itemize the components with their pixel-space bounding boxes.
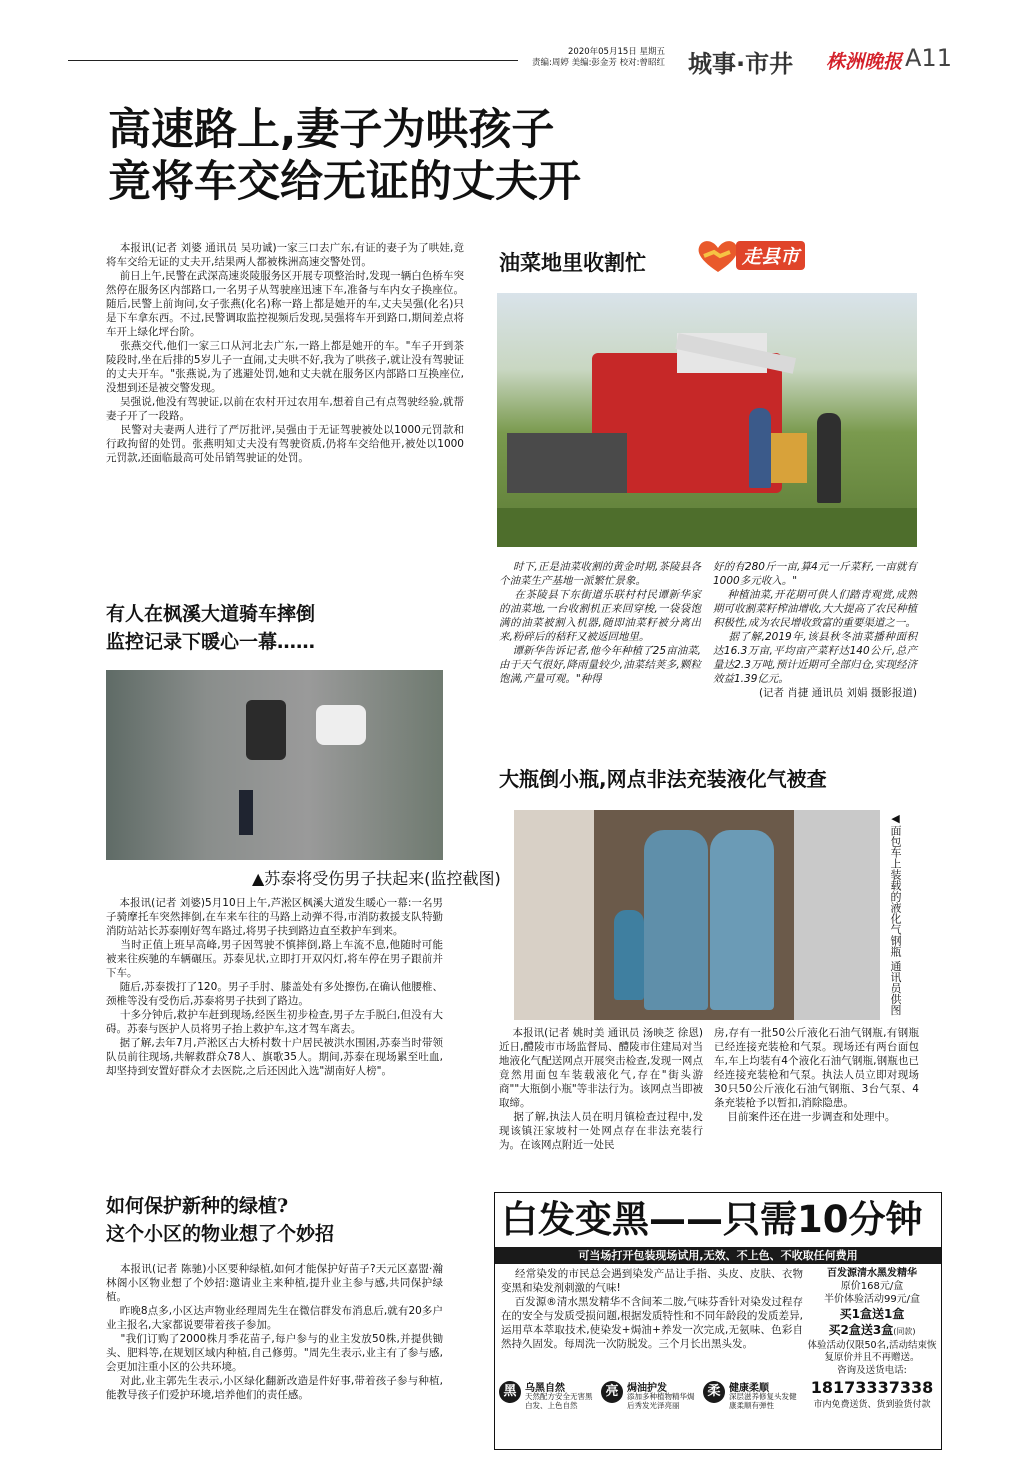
article5-headline <box>106 1192 334 1248</box>
dark-car <box>246 700 286 760</box>
article1-paragraph: 民警对夫妻两人进行了严厉批评,吴强由于无证驾驶被处以1000元罚款和行政拘留的处罚。张燕明知丈夫没有驾驶资质,仍将车交给他开,被处以1000元罚款,还面临最高可处吊销驾驶证的处罚。 <box>106 424 464 464</box>
rescuer-figure <box>239 790 253 835</box>
article3-paragraph: 当时正值上班早高峰,男子因驾驶不慎摔倒,路上车流不息,他随时可能被来往疾驰的车辆碾压。苏泰见状,立即打开双闪灯,将车停在男子跟前并下车。 <box>106 939 443 979</box>
harvest-photo <box>497 293 917 547</box>
van-side <box>794 810 880 1020</box>
article4-col1 <box>499 1026 703 1152</box>
ad-deal2: 买2盒送3盒 <box>828 1323 894 1337</box>
ad-headline <box>501 1195 923 1245</box>
article3-paragraph: 据了解,去年7月,芦淞区古大桥村数十户居民被洪水围困,苏泰当时带领队员前往现场,共解救群众78人、旗歌35人。期间,苏泰在现场累至吐血,却坚持到安置好群众才去医院,之后还因此入选"湖南好人榜"。 <box>106 1037 443 1077</box>
article1-body <box>106 241 464 465</box>
article2-text: 时下,正是油菜收割的黄金时期,茶陵县各个油菜生产基地一派繁忙景象。 在茶陵县下东街道乐联村村民谭新华家的油菜地,一台收割机正来回穿梭,一袋袋饱满的油菜被割入机器,随即油菜籽被分离出来,粉碎后的秸秆又被返回地里。 谭新华告诉记者,他今年种植了25亩油菜,由于天气很好,降雨量较少,油菜结荚多,颗粒饱满,产量可观。"种得 <box>499 561 702 685</box>
article3-caption: ▲苏泰将受伤男子扶起来(监控截图) <box>252 869 501 888</box>
badge-title: 焗油护发 <box>627 1383 667 1394</box>
article4-title: 大瓶倒小瓶,网点非法充装液化气被查 <box>499 767 827 791</box>
ad-badge-row <box>499 1379 803 1443</box>
road-surface <box>106 670 443 860</box>
article4-text: 本报讯(记者 姚时美 通讯员 汤映芝 徐恩)近日,醴陵市市场监督局、醴陵市住建局对当地液化气配送网点开展突击检查,发现一网点竟然用面包车装载液化气,存在"街头游商""大瓶倒小瓶"等非法行为。该网点当即被取缔。 据了解,执法人员在明月镇检查过程中,发现该镇汪家坡村一处网点存在非法充装行为。在该网点附近一处民 <box>499 1027 703 1151</box>
article1-paragraph: 前日上午,民警在武深高速炎陵服务区开展专项整治时,发现一辆白色桥车突然停在服务区内部路口,一名男子从驾驶座迅速下车,准备与车内女子换座位。随后,民警上前询问,女子张燕(化名)称一路上都是她开的车,丈夫吴强(化名)只是下车拿东西。不过,民警调取监控视频后发现,吴强将车开到路口,期间差点将车开上绿化坪台阶。 <box>106 270 464 338</box>
ad-product: 百发源清水黑发精华 <box>827 1268 917 1279</box>
van-door <box>514 810 594 1020</box>
white-car <box>316 705 366 745</box>
article2-text: 好的有280斤一亩,算4元一斤菜籽,一亩就有1000多元收入。" 种植油菜,开花期可供人们踏青观赏,成熟期可收割菜籽榨油增收,大大提高了农民种植积极性,成为农民增收致富的重要渠道之一。 据了解,2019年,该县秋冬油菜播种面积达16.3万亩,平均亩产菜籽达140公斤,总产量达2.3万吨,预计近期可全部归仓,实现经济效益1.39亿元。 <box>713 561 917 685</box>
ad-subbar: 可当场打开包装现场试用,无效、不上色、不收取任何费用 <box>495 1247 941 1264</box>
ad-price: 原价168元/盒 <box>840 1281 904 1292</box>
article3-headline <box>106 600 315 656</box>
article3-body <box>106 896 443 1078</box>
article2-col2 <box>713 560 917 700</box>
farmer-figure <box>817 413 841 503</box>
ad-phone[interactable]: 18173337338 <box>810 1378 934 1397</box>
badge-icon: 亮 <box>601 1381 623 1403</box>
badge-title: 乌黑自然 <box>525 1383 565 1394</box>
zou-xianshi-badge <box>694 238 832 274</box>
masthead-editors: 责编:周婷 美编:彭金芳 校对:曾昭红 <box>532 58 665 68</box>
article1-paragraph: 张燕交代,他们一家三口从河北去广东,一路上都是她开的车。"车子开到茶陵段时,坐在后排的5岁儿子一直闹,丈夫哄不好,我为了哄孩子,就让没有驾驶证的丈夫开车。"张燕说,为了逃避处罚,她和丈夫就在服务区内部路口互换座位,没想到还是被交警发现。 <box>106 340 464 394</box>
ad-body: 经常染发的市民总会遇到染发产品让手指、头皮、皮肤、衣物变黑和染发剂刺激的气味! 百发源®清水黑发精华不含间苯二胺,气味芬香针对染发过程存在的安全与发质受损问题,根据发质特性和不同年龄段的发质差异,运用草本萃取技术,使染发+焗油+养发一次完成,无氨味、色彩自然持久固发。每周洗一次防脱发。三个月长出黑头发。 <box>501 1268 804 1350</box>
article4-caption: ◀面包车上装载的液化气钢瓶 通讯员供图 <box>889 812 902 1016</box>
badge-desc: 深层滋养修复头发健康柔顺有弹性 <box>729 1392 797 1410</box>
gas-cylinder <box>710 830 774 1010</box>
gas-cylinder <box>614 910 644 1000</box>
lpg-photo <box>514 810 880 1020</box>
ad-offer: 半价体验活动99元/盒 <box>823 1294 921 1305</box>
ad-headline-c: 10分钟 <box>797 1198 923 1241</box>
ad-call-label: 咨询及送货电话: <box>837 1365 907 1376</box>
article5-paragraph: "我们订购了2000株月季花苗子,每户参与的业主发放50株,并提供锄头、肥料等,在规划区域内种植,自己修剪。"周先生表示,业主有了参与感,会更加注重小区的公共环境。 <box>106 1333 443 1373</box>
article5-paragraph: 昨晚8点多,小区达声物业经理周先生在微信群发布消息后,就有20多户业主报名,大家都说要带着孩子参加。 <box>106 1305 443 1331</box>
harvester-header <box>507 433 627 493</box>
badge-icon: 黑 <box>499 1381 521 1403</box>
badge-desc: 添加多种植物精华焗后秀发光泽亮丽 <box>627 1392 695 1410</box>
article1-headline <box>108 104 581 208</box>
farmer-figure <box>749 408 771 488</box>
badge-label: 走县市 <box>736 241 805 270</box>
section-title: 城事·市井 <box>688 50 794 78</box>
article5-body <box>106 1262 443 1402</box>
badge-icon: 柔 <box>703 1381 725 1403</box>
badge-title: 健康柔顺 <box>729 1383 769 1394</box>
article5-paragraph: 本报讯(记者 陈驰)小区要种绿植,如何才能保护好苗子?天元区嘉盟·瀚林阁小区物业想了个妙招:邀请业主来种植,提升业主参与感,共同保护绿植。 <box>106 1263 443 1303</box>
brand-logo: 株洲晚报 <box>826 51 903 73</box>
ad-delivery: 市内免费送货、货到验货付款 <box>813 1400 931 1410</box>
article2-col1 <box>499 560 701 686</box>
masthead-rule <box>68 60 518 61</box>
ad-deal-note: (同款) <box>893 1327 916 1336</box>
ad-headline-b: ——只需 <box>649 1198 797 1241</box>
article4-col2 <box>714 1026 919 1124</box>
article4-text: 房,存有一批50公斤液化石油气钢瓶,有钢瓶已经连接充装枪和气泵。现场还有两台面包车,车上均装有4个液化石油气钢瓶,钢瓶也已经连接充装枪和气泵。执法人员立即对现场30只50公斤液化石油气钢瓶、3台气泵、4条充装枪予以暂扣,消除隐患。 目前案件还在进一步调查和处理中。 <box>714 1027 919 1123</box>
ad-deal1: 买1盒送1盒 <box>839 1307 905 1321</box>
article3-paragraph: 十多分钟后,救护车赶到现场,经医生初步检查,男子左手脱臼,但没有大碍。苏泰与医护人员将男子抬上救护车,这才驾车离去。 <box>106 1009 443 1035</box>
ad-offer-panel <box>807 1267 937 1412</box>
surveillance-photo <box>106 670 443 860</box>
article3-title-line2: 监控记录下暖心一幕…… <box>106 631 316 653</box>
field-ground <box>497 508 917 547</box>
article3-title-line1: 有人在枫溪大道骑车摔倒 <box>106 603 316 625</box>
article5-title-line1: 如何保护新种的绿植? <box>106 1195 289 1217</box>
hair-dye-ad <box>494 1192 942 1450</box>
article1-title-line1: 高速路上,妻子为哄孩子 <box>108 105 555 155</box>
article5-paragraph: 对此,业主郭先生表示,小区绿化翻新改造是件好事,带着孩子参与种植,能教导孩子们爱护环境,培养他们的责任感。 <box>106 1375 443 1401</box>
article5-title-line2: 这个小区的物业想了个妙招 <box>106 1223 335 1245</box>
article1-paragraph: 吴强说,他没有驾驶证,以前在农村开过农用车,想着自己有点驾驶经验,就帮妻子开了一段路。 <box>106 396 464 422</box>
handshake-heart-icon <box>694 238 742 274</box>
gas-cylinder <box>644 830 708 1010</box>
article1-title-line2: 竟将车交给无证的丈夫开 <box>108 157 581 207</box>
ad-note: 体验活动仅限50名,活动结束恢复原价并且不再赠送。 <box>807 1340 937 1363</box>
article3-paragraph: 随后,苏泰拨打了120。男子手肘、膝盖处有多处擦伤,在确认他腰椎、颈椎等没有受伤后,苏泰将男子扶到了路边。 <box>106 981 443 1007</box>
page-number: A11 <box>905 44 952 72</box>
grain-sack <box>767 433 807 483</box>
ad-headline-a: 白发变黑 <box>501 1198 649 1241</box>
masthead-date: 2020年05月15日 星期五 <box>568 47 665 57</box>
article2-title: 油菜地里收割忙 <box>499 251 646 275</box>
article1-paragraph: 本报讯(记者 刘婆 通讯员 吴功诚)一家三口去广东,有证的妻子为了哄娃,竟将车交给无证的丈夫开,结果两人都被株洲高速交警处罚。 <box>106 242 464 268</box>
badge-desc: 天然配方安全无害黑白发、上色自然 <box>525 1392 593 1410</box>
article2-credit: (记者 肖捷 通讯员 刘娟 摄影报道) <box>758 687 917 699</box>
article3-paragraph: 本报讯(记者 刘婆)5月10日上午,芦淞区枫溪大道发生暖心一幕:一名男子骑摩托车突然摔倒,在车来车往的马路上动弹不得,市消防救援支队特勤消防站站长苏泰刚好驾车路过,将男子扶到路边直至救护车到来。 <box>106 897 443 937</box>
